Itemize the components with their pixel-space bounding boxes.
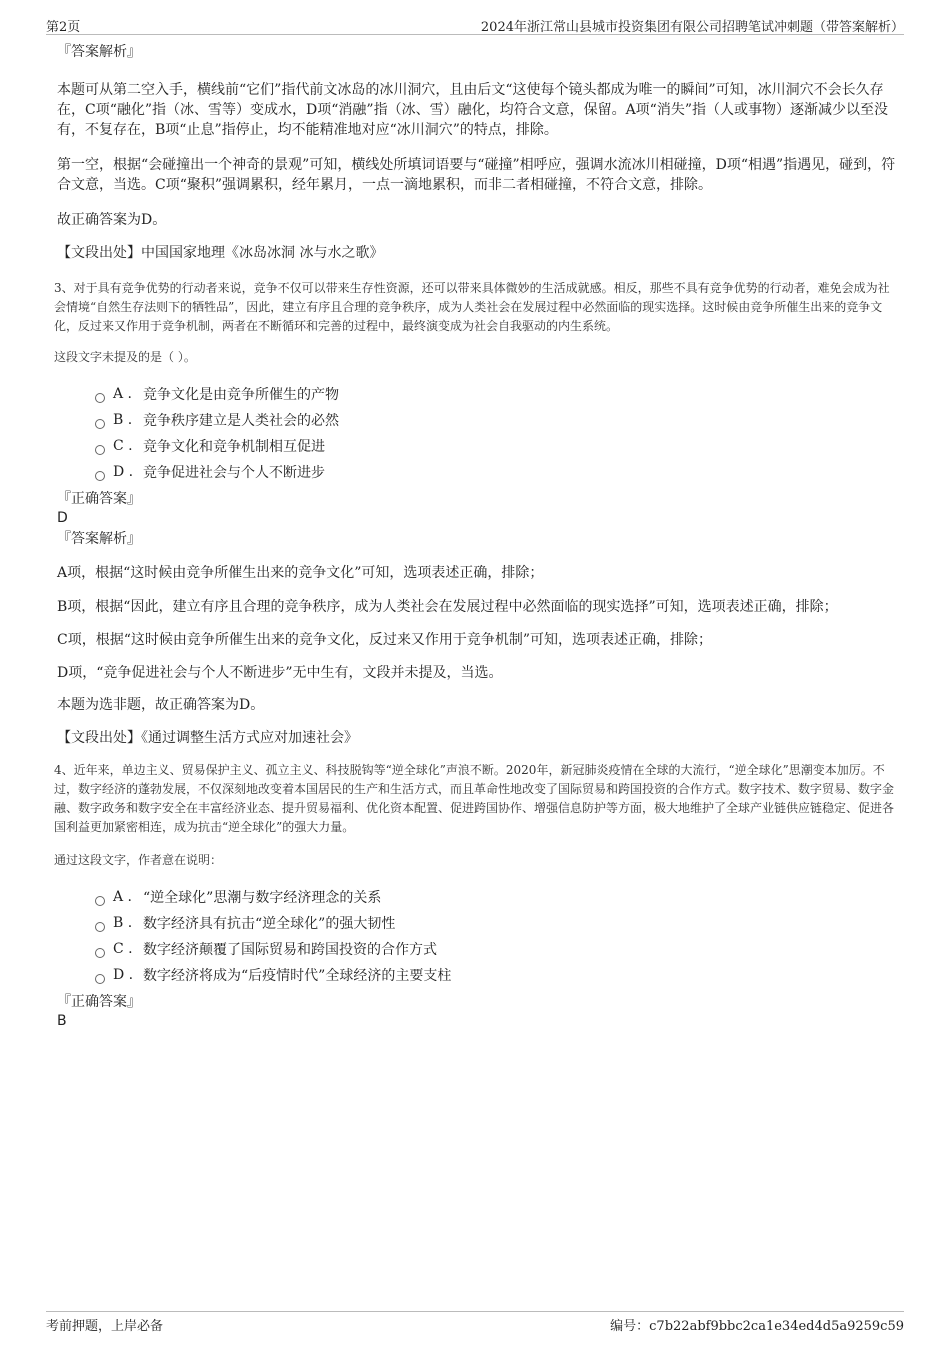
option-text: 竞争秩序建立是人类社会的必然 [143, 413, 339, 429]
option-text: 竞争促进社会与个人不断进步 [143, 465, 325, 481]
q2-analysis-paragraph-1: 本题可从第二空入手，横线前“它们”指代前文冰岛的冰川洞穴，且由后文“这使每个镜头都成为唯一的瞬间”可知，冰川洞穴不会长久存在，C项“融化”指（冰、雪等）变成水，D项“消融”指（冰、雪）融化，均符合文意，保留。A项“消失”指（人或事物）逐渐减少以至没有，不复存在，B项“止息”指停止，均不能精准地对应“冰川洞穴”的特点，排除。 [57, 82, 888, 138]
option-letter: D . [113, 464, 134, 480]
q4-passage: 4、近年来，单边主义、贸易保护主义、孤立主义、科技脱钩等“逆全球化”声浪不断。2020年，新冠肺炎疫情在全球的大流行，“逆全球化”思潮变本加厉。不过，数字经济的蓬勃发展，不仅深刻地改变着本国居民的生产和生活方式，而且革命性地改变了国际贸易和跨国投资的合作方式。数字技术、数字贸易、数字金融、数字政务和数字安全在丰富经济业态、提升贸易福利、优化资本配置、促进跨国协作、增强信息防护等方面，极大地维护了全球产业链供应链稳定、促进各国利益更加紧密相连，成为抗击“逆全球化”的强大力量。 [54, 763, 895, 834]
option-text: 数字经济颠覆了国际贸易和跨国投资的合作方式 [143, 942, 437, 958]
q2-answer-statement: 故正确答案为D。 [57, 212, 167, 228]
footer-document-id: 编号：c7b22abf9bbc2ca1e34ed4d5a9259c59 [610, 1319, 904, 1334]
option-letter: B . [113, 412, 133, 428]
q3-analysis-a: A项，根据“这时候由竞争所催生出来的竞争文化”可知，选项表述正确，排除； [57, 565, 544, 581]
radio-icon[interactable] [95, 445, 105, 455]
page-header [46, 14, 904, 35]
q3-answer-label: 『正确答案』 [57, 491, 141, 507]
option-letter: D . [113, 967, 134, 983]
q3-answer-statement: 本题为选非题，故正确答案为D。 [57, 697, 265, 713]
page-footer [46, 1311, 904, 1336]
page-number: 第2页 [46, 20, 81, 35]
radio-icon[interactable] [95, 974, 105, 984]
option-text: 数字经济将成为“后疫情时代”全球经济的主要支柱 [143, 968, 452, 984]
radio-icon[interactable] [95, 393, 105, 403]
q3-options [95, 381, 900, 485]
footer-slogan: 考前押题，上岸必备 [46, 1319, 164, 1334]
q3-prompt: 这段文字未提及的是（ ）。 [54, 350, 196, 364]
q4-answer-label: 『正确答案』 [57, 994, 141, 1010]
document-content [54, 42, 900, 1030]
q4-options [95, 884, 900, 988]
option-text: 数字经济具有抗击“逆全球化”的强大韧性 [143, 916, 396, 932]
option-letter: C . [113, 438, 133, 454]
option-text: 竞争文化和竞争机制相互促进 [143, 439, 325, 455]
radio-icon[interactable] [95, 896, 105, 906]
q3-analysis-d: D项，“竞争促进社会与个人不断进步”无中生有，文段并未提及，当选。 [57, 665, 503, 681]
q3-option-b[interactable] [95, 407, 900, 433]
radio-icon[interactable] [95, 471, 105, 481]
q3-passage: 3、对于具有竞争优势的行动者来说，竞争不仅可以带来生存性资源，还可以带来具体微妙的生活成就感。相反，那些不具有竞争优势的行动者，难免会成为社会情境“自然生存法则下的牺牲品”，因此，建立有序且合理的竞争秩序，成为人类社会在发展过程中必然面临的现实选择。这时候由竞争所催生出来的竞争文化，反过来又作用于竞争机制，两者在不断循环和完善的过程中，最终演变成为社会自我驱动的内生系统。 [54, 281, 890, 333]
q4-prompt: 通过这段文字，作者意在说明： [54, 853, 223, 867]
q2-analysis-label: 『答案解析』 [57, 44, 141, 60]
option-text: “逆全球化”思潮与数字经济理念的关系 [143, 890, 382, 906]
document-title: 2024年浙江常山县城市投资集团有限公司招聘笔试冲刺题（带答案解析） [480, 20, 904, 35]
q3-analysis-b: B项，根据“因此，建立有序且合理的竞争秩序，成为人类社会在发展过程中必然面临的现实选择”可知，选项表述正确，排除； [57, 599, 838, 615]
q3-option-c[interactable] [95, 433, 900, 459]
q4-option-b[interactable] [95, 910, 900, 936]
q3-source: 【文段出处】《通过调整生活方式应对加速社会》 [57, 730, 358, 746]
q3-analysis-c: C项，根据“这时候由竞争所催生出来的竞争文化，反过来又作用于竞争机制”可知，选项表述正确，排除； [57, 632, 713, 648]
q3-option-d[interactable] [95, 459, 900, 485]
option-letter: C . [113, 941, 133, 957]
q4-option-a[interactable] [95, 884, 900, 910]
option-letter: A . [113, 386, 133, 402]
radio-icon[interactable] [95, 922, 105, 932]
q4-option-d[interactable] [95, 962, 900, 988]
q4-answer: B [57, 1013, 67, 1029]
option-text: 竞争文化是由竞争所催生的产物 [143, 387, 339, 403]
radio-icon[interactable] [95, 419, 105, 429]
q3-answer: D [57, 510, 68, 526]
q3-analysis-label: 『答案解析』 [57, 531, 141, 547]
q4-option-c[interactable] [95, 936, 900, 962]
q2-analysis-paragraph-2: 第一空，根据“会碰撞出一个神奇的景观”可知，横线处所填词语要与“碰撞”相呼应，强调水流冰川相碰撞，D项“相遇”指遇见，碰到，符合文意，当选。C项“聚积”强调累积，经年累月，一点一滴地累积，而非二者相碰撞，不符合文意，排除。 [57, 157, 896, 193]
radio-icon[interactable] [95, 948, 105, 958]
q3-option-a[interactable] [95, 381, 900, 407]
option-letter: A . [113, 889, 133, 905]
q2-source: 【文段出处】中国国家地理《冰岛冰洞 冰与水之歌》 [57, 245, 384, 261]
option-letter: B . [113, 915, 133, 931]
